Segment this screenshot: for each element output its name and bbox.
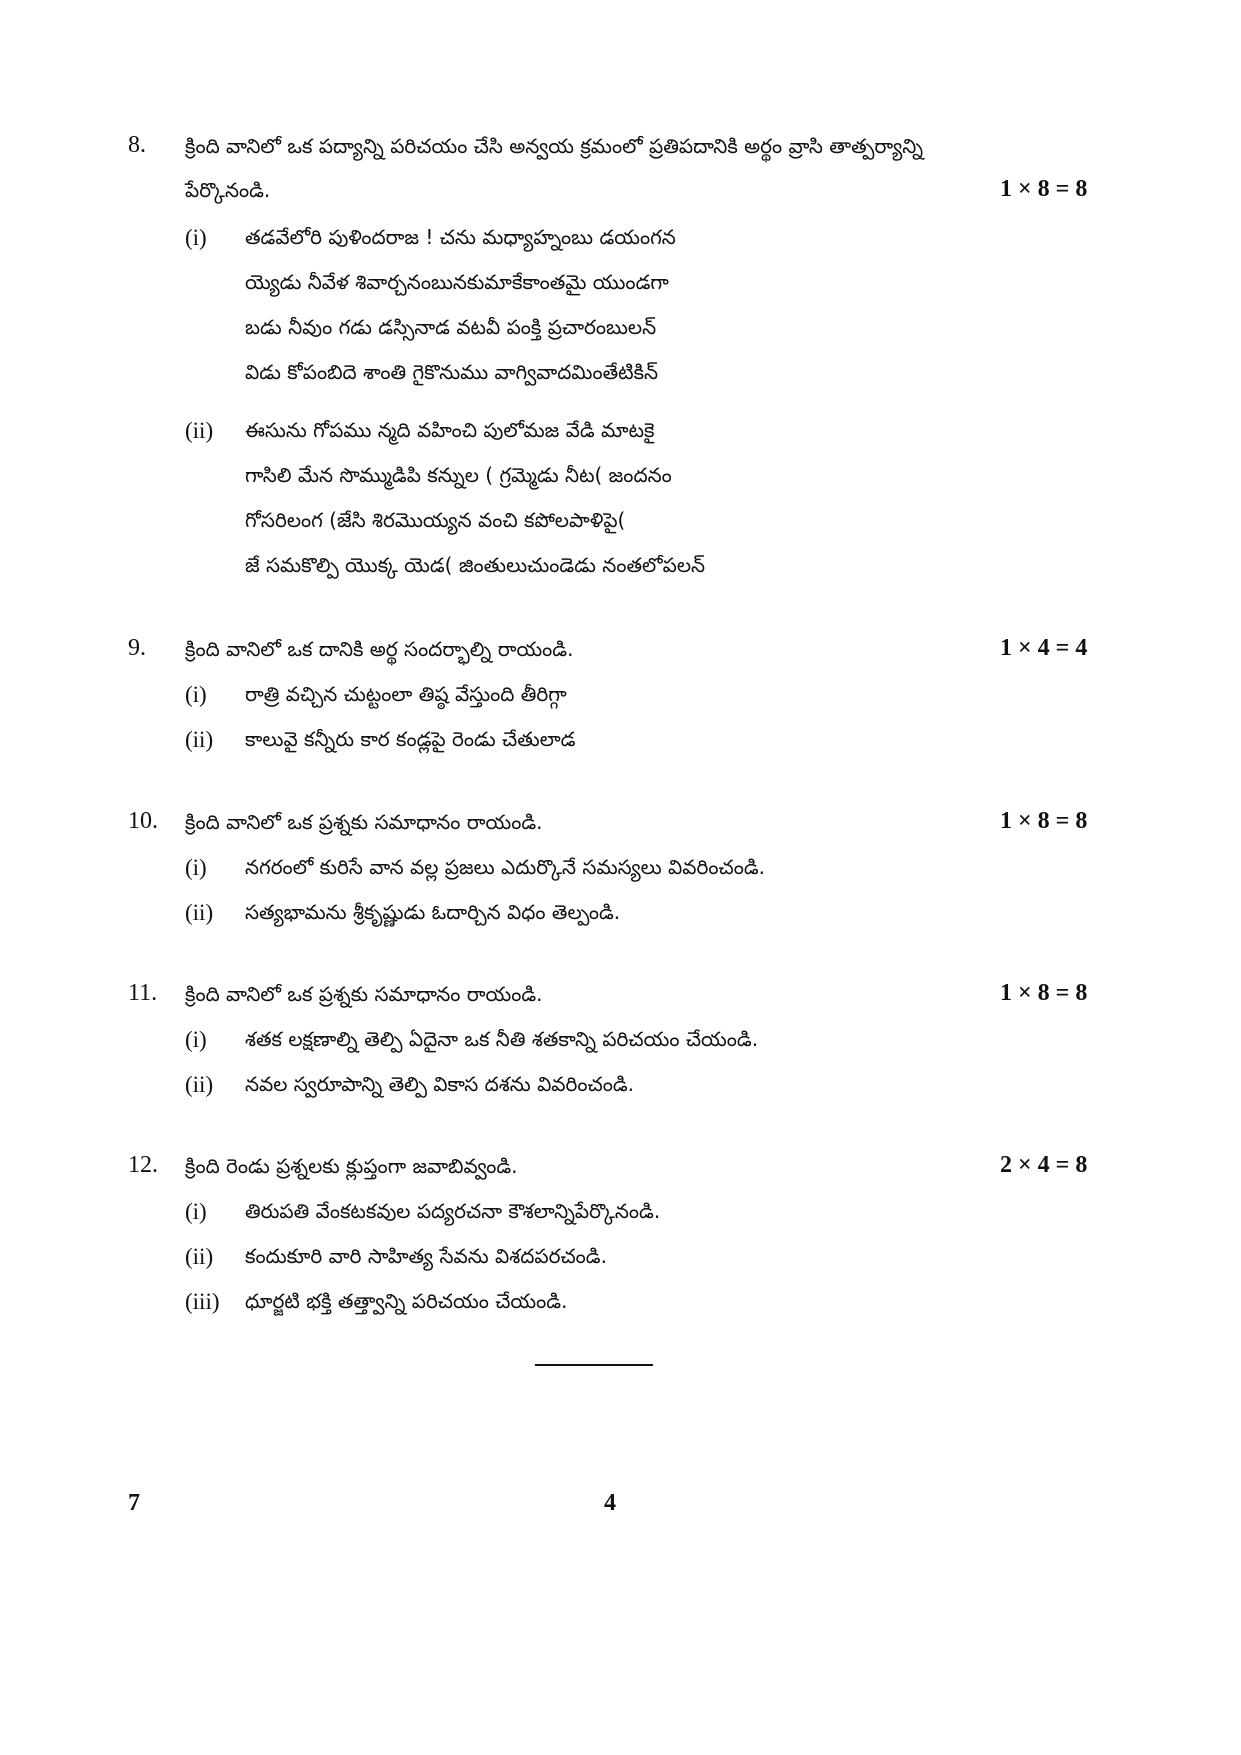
question-12-option-text: తిరుపతి వేంకటకవుల పద్యరచనా కౌశలాన్నిపేర్కొనండి. [245, 1199, 661, 1223]
question-9-option-label: (i) [185, 682, 207, 707]
question-8-option-label: (i) [185, 225, 207, 250]
question-8-option-label: (ii) [185, 418, 214, 443]
question-8-number: 8. [128, 132, 146, 158]
question-9-option-text: రాత్రి వచ్చిన చుట్టంలా తిష్ఠ వేస్తుంది తీరిగ్గా [245, 682, 567, 706]
question-8-instruction-cont: పేర్కొనండి. [185, 178, 271, 202]
question-12-option-text: ధూర్జటి భక్తి తత్త్వాన్ని పరిచయం చేయండి. [245, 1289, 568, 1313]
question-10-option-text: సత్యభామను శ్రీకృష్ణుడు ఓదార్చిన విధం తెల్పండి. [245, 900, 621, 924]
question-8-marks: 1 × 8 = 8 [1000, 176, 1088, 202]
question-8-instruction: క్రింది వానిలో ఒక పద్యాన్ని పరిచయం చేసి అన్వయ క్రమంలో ప్రతిపదానికి అర్థం వ్రాసి తాత్పర్యాన్ని [185, 134, 924, 158]
question-11-option-label: (i) [185, 1027, 207, 1052]
question-12-marks: 2 × 4 = 8 [1000, 1152, 1088, 1178]
question-12-instruction: క్రింది రెండు ప్రశ్నలకు క్లుప్తంగా జవాబివ్వండి. [185, 1154, 518, 1178]
footer-code: 7 [128, 1490, 140, 1516]
poem-line: జే సమకొల్పి యొక్క యెడ( జింతులుచుండెడు నంతలోపలన్ [245, 553, 706, 577]
poem-line: గాసిలి మేన సొమ్ముడిపి కన్నుల ( గ్రమ్మెడు నీట( జందనం [245, 463, 672, 487]
poem-line: బడు నీవుం గడు డస్సినాడ వటవీ పంక్తి ప్రచారంబులన్ [245, 315, 657, 339]
question-10-marks: 1 × 8 = 8 [1000, 808, 1088, 834]
question-12-number: 12. [128, 1152, 158, 1178]
poem-line: తడవేలోరి పుళిందరాజ ! చను మధ్యాహ్నంబు డయంగన [245, 225, 676, 249]
poem-line: గోసరిలంగ (జేసి శిరమొయ్యన వంచి కపోలపాళిపై( [245, 508, 626, 532]
question-12-option-text: కందుకూరి వారి సాహిత్య సేవను విశదపరచండి. [245, 1244, 607, 1268]
question-10-instruction: క్రింది వానిలో ఒక ప్రశ్నకు సమాధానం రాయండి. [185, 810, 543, 834]
poem-line: విడు కోపంబిదె శాంతి గైకొనుము వాగ్వివాదమింతేటికిన్ [245, 360, 659, 384]
question-12-option-label: (iii) [185, 1289, 220, 1314]
question-12-option-label: (i) [185, 1199, 207, 1224]
end-of-section-rule [535, 1364, 653, 1366]
page-number: 4 [604, 1490, 616, 1516]
question-11-instruction: క్రింది వానిలో ఒక ప్రశ్నకు సమాధానం రాయండి. [185, 982, 543, 1006]
question-9-number: 9. [128, 635, 146, 661]
question-10-option-label: (i) [185, 855, 207, 880]
question-12-option-label: (ii) [185, 1244, 214, 1269]
question-9-instruction: క్రింది వానిలో ఒక దానికి అర్థ సందర్భాల్ని రాయండి. [185, 637, 574, 661]
poem-line: ఈసును గోపము న్మది వహించి పులోమజ వేడి మాటకై [245, 418, 655, 442]
question-9-option-label: (ii) [185, 727, 214, 752]
question-9-marks: 1 × 4 = 4 [1000, 635, 1088, 661]
question-10-option-label: (ii) [185, 900, 214, 925]
question-11-option-label: (ii) [185, 1072, 214, 1097]
question-11-option-text: శతక లక్షణాల్ని తెల్పి ఏదైనా ఒక నీతి శతకాన్ని పరిచయం చేయండి. [245, 1027, 759, 1051]
question-11-option-text: నవల స్వరూపాన్ని తెల్పి వికాస దశను వివరించండి. [245, 1072, 635, 1096]
question-10-number: 10. [128, 808, 158, 834]
poem-line: య్యెడు నీవేళ శివార్చనంబునకుమాకేకాంతమై యుండగా [245, 270, 669, 294]
question-11-marks: 1 × 8 = 8 [1000, 980, 1088, 1006]
question-10-option-text: నగరంలో కురిసే వాన వల్ల ప్రజలు ఎదుర్కొనే సమస్యలు వివరించండి. [245, 855, 765, 879]
question-11-number: 11. [128, 980, 158, 1006]
question-9-option-text: కాలువై కన్నీరు కార కండ్లపై రెండు చేతులాడ [245, 727, 576, 751]
